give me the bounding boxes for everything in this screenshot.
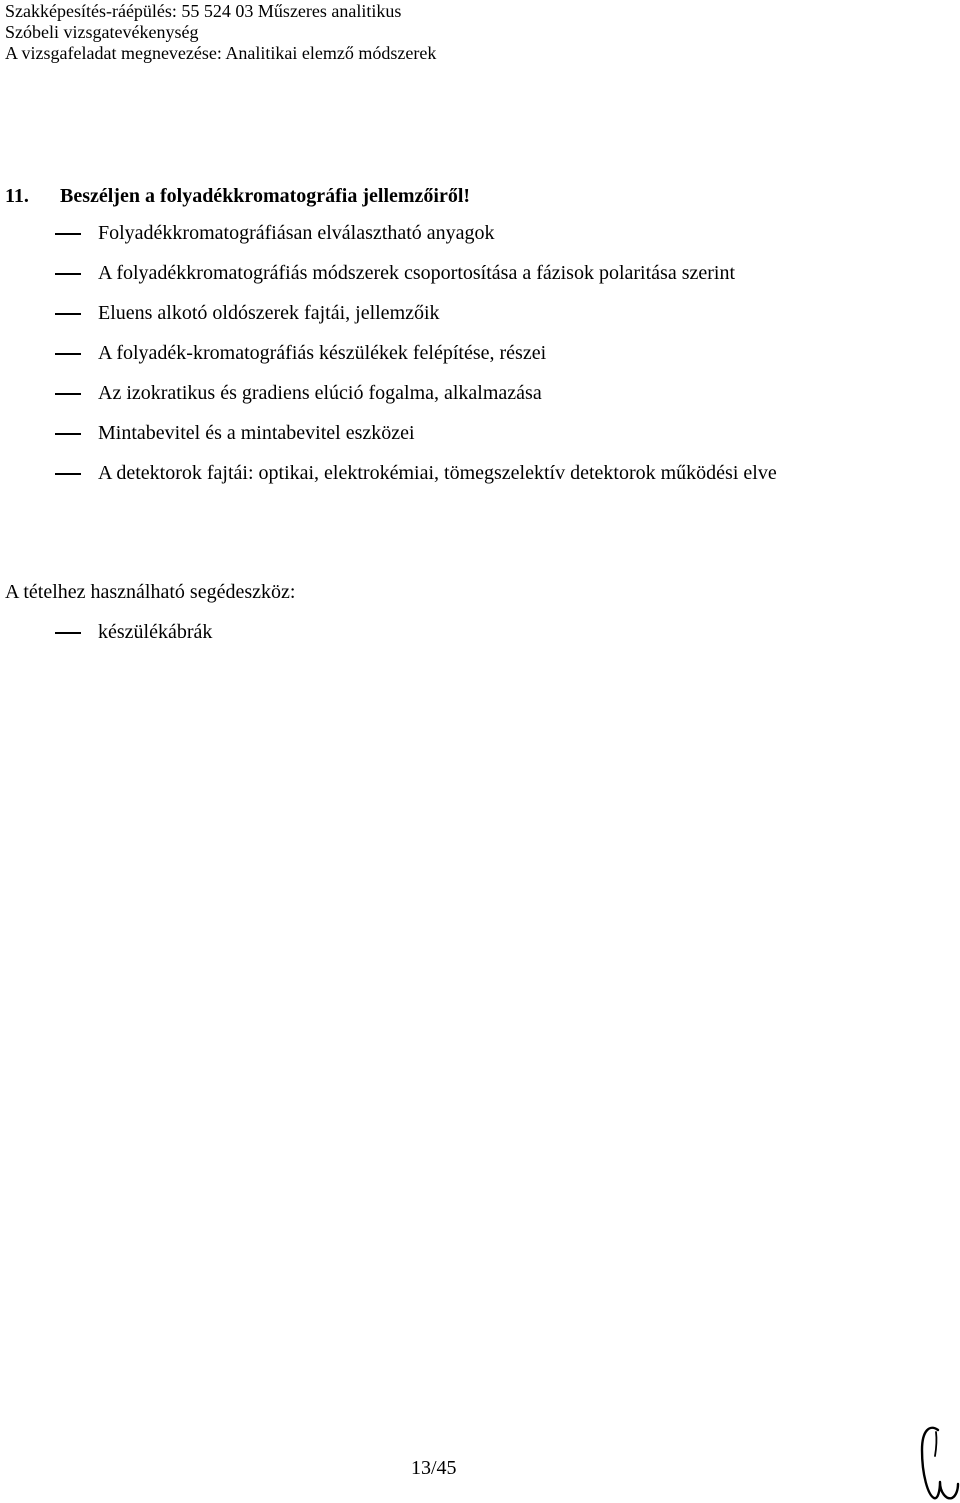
header-exam-type: Szóbeli vizsgatevékenység xyxy=(5,22,199,42)
question-heading xyxy=(5,183,470,209)
list-item-text: Az izokratikus és gradiens elúció fogalma, alkalmazása xyxy=(98,382,542,404)
list-item-text: Mintabevitel és a mintabevitel eszközei xyxy=(98,422,415,444)
page-number: 13/45 xyxy=(411,1457,457,1479)
signature-mark xyxy=(918,1420,960,1503)
list-item xyxy=(55,413,915,453)
dash-bullet xyxy=(55,273,81,275)
list-item-text: Folyadékkromatográfiásan elválasztható anyagok xyxy=(98,222,495,244)
list-item-text: A detektorok fajtái: optikai, elektrokémiai, tömegszelektív detektorok működési elve xyxy=(98,462,777,484)
question-number: 11. xyxy=(5,185,29,207)
dash-bullet xyxy=(55,313,81,315)
list-item-text: Eluens alkotó oldószerek fajtái, jellemzőik xyxy=(98,302,440,324)
header-qualification: Szakképesítés-ráépülés: 55 524 03 Műszeres analitikus xyxy=(5,1,402,21)
list-item xyxy=(55,612,915,652)
list-item xyxy=(55,453,915,493)
list-item xyxy=(55,253,915,293)
list-item xyxy=(55,293,915,333)
dash-bullet xyxy=(55,353,81,355)
question-title: Beszéljen a folyadékkromatográfia jellemzőiről! xyxy=(60,185,471,207)
list-item xyxy=(55,333,915,373)
list-item xyxy=(55,373,915,413)
list-item xyxy=(55,213,915,253)
dash-bullet xyxy=(55,433,81,435)
header-task-name: A vizsgafeladat megnevezése: Analitikai elemző módszerek xyxy=(5,43,437,63)
dash-bullet xyxy=(55,233,81,235)
dash-bullet xyxy=(55,393,81,395)
list-item-text: készülékábrák xyxy=(98,621,213,643)
list-item-text: A folyadék-kromatográfiás készülékek felépítése, részei xyxy=(98,342,547,364)
dash-bullet xyxy=(55,473,81,475)
tools-label: A tételhez használható segédeszköz: xyxy=(5,581,296,603)
dash-bullet xyxy=(55,632,81,634)
list-item-text: A folyadékkromatográfiás módszerek csoportosítása a fázisok polaritása szerint xyxy=(98,262,736,284)
